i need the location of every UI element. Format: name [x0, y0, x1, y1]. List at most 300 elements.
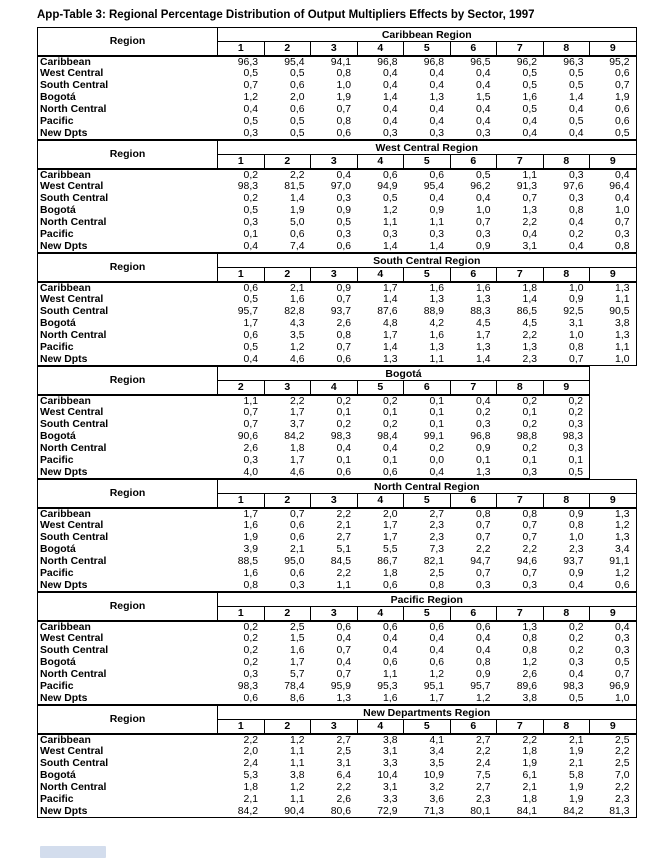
cell-value: 0,4: [569, 240, 584, 252]
cell-value: 0,4: [476, 80, 491, 91]
cell-value: 1,3: [522, 205, 537, 216]
sector-column-header: 3: [311, 155, 358, 169]
cell-value: 0,8: [615, 240, 630, 252]
cell-value: 3,1: [383, 782, 398, 793]
cell-value: 1,3: [476, 342, 491, 353]
cell-value: 0,7: [615, 217, 630, 228]
sector-column-header: 2: [264, 268, 311, 282]
region-title: Bogotá: [218, 367, 590, 381]
cell-value: 0,7: [243, 419, 258, 430]
cell-value: 1,9: [522, 758, 537, 769]
cell-value: 0,4: [522, 116, 537, 127]
cell-value: 0,8: [336, 116, 351, 127]
cell-value: 1,7: [243, 318, 258, 329]
cell-value: 0,4: [383, 104, 398, 115]
region-column-header: Region: [38, 28, 218, 56]
cell-value: 96,8: [470, 431, 491, 442]
sector-column-header: 7: [497, 607, 544, 621]
cell-value: 0,2: [336, 419, 351, 430]
cell-value: 1,6: [243, 520, 258, 531]
cell-value: 1,8: [290, 443, 305, 454]
table-row: [38, 580, 637, 592]
cell-value: 0,4: [615, 193, 630, 204]
cell-value: 0,9: [569, 508, 584, 520]
sector-column-header: 8: [543, 268, 590, 282]
cell-value: 2,5: [615, 758, 630, 769]
cell-value: 0,4: [429, 645, 444, 656]
header-band-row: [38, 593, 637, 607]
cell-value: 5,5: [383, 544, 398, 555]
cell-value: 3,1: [569, 318, 584, 329]
header-band-row: [38, 480, 637, 494]
cell-value: 2,2: [290, 169, 305, 181]
table-row: [38, 306, 637, 318]
cell-value: 0,5: [290, 116, 305, 127]
sector-column-header: 9: [590, 720, 637, 734]
cell-value: 95,4: [423, 181, 444, 192]
row-label: West Central: [40, 407, 104, 418]
cell-value: 0,7: [243, 407, 258, 418]
cell-value: 0,1: [429, 395, 444, 407]
cell-value: 95,7: [470, 681, 491, 692]
cell-value: 0,6: [615, 104, 630, 115]
row-label: South Central: [40, 193, 109, 204]
header-band-row: [38, 141, 637, 155]
cell-value: 0,6: [383, 466, 398, 478]
sector-column-header: 3: [311, 607, 358, 621]
cell-value: 0,8: [476, 657, 491, 668]
sector-column-header: 8: [543, 720, 590, 734]
cell-value: 0,2: [569, 621, 584, 633]
cell-value: 0,7: [476, 568, 491, 579]
cell-value: 2,5: [336, 746, 351, 757]
row-label: Bogotá: [40, 318, 76, 329]
cell-value: 0,3: [522, 466, 537, 478]
cell-value: 0,6: [615, 579, 630, 591]
cell-value: 3,4: [615, 544, 630, 555]
cell-value: 0,6: [383, 169, 398, 181]
cell-value: 0,4: [522, 229, 537, 240]
sector-column-header: 5: [404, 268, 451, 282]
cell-value: 2,3: [429, 520, 444, 531]
sector-column-header: 2: [264, 155, 311, 169]
sector-column-header: 9: [543, 381, 590, 395]
region-subtable: [37, 366, 590, 479]
cell-value: 0,2: [569, 633, 584, 644]
cell-value: 2,6: [522, 669, 537, 680]
table-row: [38, 342, 637, 354]
cell-value: 4,8: [383, 318, 398, 329]
cell-value: 0,1: [336, 407, 351, 418]
row-label: New Dpts: [40, 353, 88, 365]
region-column-header: Region: [38, 593, 218, 621]
table-row: [38, 205, 637, 217]
sector-column-header: 4: [357, 494, 404, 508]
row-label: West Central: [40, 68, 104, 79]
cell-value: 1,9: [569, 746, 584, 757]
cell-value: 0,6: [290, 532, 305, 543]
cell-value: 2,5: [429, 568, 444, 579]
cell-value: 0,3: [383, 127, 398, 139]
cell-value: 0,6: [243, 282, 258, 294]
cell-value: 0,7: [336, 645, 351, 656]
cell-value: 0,3: [243, 669, 258, 680]
cell-value: 0,3: [476, 229, 491, 240]
cell-value: 5,8: [569, 770, 584, 781]
row-label: Caribbean: [40, 169, 91, 181]
cell-value: 1,0: [569, 532, 584, 543]
cell-value: 0,3: [476, 127, 491, 139]
cell-value: 2,1: [569, 734, 584, 746]
cell-value: 81,5: [284, 181, 305, 192]
cell-value: 96,2: [516, 56, 537, 68]
cell-value: 1,4: [569, 92, 584, 103]
sector-column-header: 3: [311, 720, 358, 734]
cell-value: 1,3: [522, 621, 537, 633]
cell-value: 0,7: [336, 342, 351, 353]
sector-column-header: 7: [497, 494, 544, 508]
cell-value: 1,9: [290, 205, 305, 216]
cell-value: 3,8: [615, 318, 630, 329]
sector-column-header: 3: [311, 42, 358, 56]
cell-value: 6,4: [336, 770, 351, 781]
cell-value: 0,4: [243, 240, 258, 252]
row-label: North Central: [40, 669, 107, 680]
cell-value: 0,0: [429, 455, 444, 466]
cell-value: 92,5: [563, 306, 584, 317]
sector-column-header: 7: [450, 381, 497, 395]
row-label: Pacific: [40, 116, 74, 127]
cell-value: 0,8: [522, 508, 537, 520]
cell-value: 1,4: [476, 353, 491, 365]
row-label: Pacific: [40, 229, 74, 240]
cell-value: 7,5: [476, 770, 491, 781]
cell-value: 1,1: [290, 746, 305, 757]
cell-value: 1,4: [383, 92, 398, 103]
row-label: Caribbean: [40, 508, 91, 520]
table-row: [38, 568, 637, 580]
cell-value: 0,9: [476, 669, 491, 680]
cell-value: 0,5: [522, 104, 537, 115]
cell-value: 2,3: [615, 794, 630, 805]
sector-column-header: 5: [404, 607, 451, 621]
header-band-row: [38, 367, 590, 381]
sector-column-header: 9: [590, 155, 637, 169]
row-label: New Dpts: [40, 127, 88, 139]
cell-value: 1,7: [290, 455, 305, 466]
cell-value: 0,5: [568, 466, 583, 478]
sector-column-header: 3: [311, 494, 358, 508]
cell-value: 3,3: [383, 794, 398, 805]
cell-value: 0,4: [429, 633, 444, 644]
cell-value: 90,6: [237, 431, 258, 442]
sector-column-header: 8: [543, 494, 590, 508]
cell-value: 2,1: [336, 520, 351, 531]
cell-value: 0,1: [476, 455, 491, 466]
sector-column-header: 9: [590, 42, 637, 56]
sector-column-header: 6: [450, 42, 497, 56]
cell-value: 0,7: [569, 353, 584, 365]
cell-value: 0,7: [476, 217, 491, 228]
cell-value: 2,0: [290, 92, 305, 103]
sector-column-header: 4: [357, 268, 404, 282]
cell-value: 1,3: [476, 466, 491, 478]
cell-value: 0,6: [336, 466, 351, 478]
cell-value: 2,2: [336, 568, 351, 579]
sector-column-header: 6: [450, 155, 497, 169]
cell-value: 0,5: [336, 217, 351, 228]
cell-value: 84,2: [237, 805, 258, 817]
cell-value: 0,4: [243, 104, 258, 115]
cell-value: 0,4: [476, 395, 491, 407]
sector-column-header: 7: [497, 155, 544, 169]
cell-value: 1,1: [383, 669, 398, 680]
cell-value: 1,2: [476, 692, 491, 704]
cell-value: 0,1: [243, 229, 258, 240]
cell-value: 1,3: [429, 342, 444, 353]
row-label: North Central: [40, 217, 107, 228]
table-row: [38, 169, 637, 181]
sector-column-header: 2: [264, 720, 311, 734]
cell-value: 0,8: [522, 645, 537, 656]
cell-value: 0,4: [383, 633, 398, 644]
row-label: South Central: [40, 80, 109, 91]
cell-value: 1,2: [243, 92, 258, 103]
row-label: North Central: [40, 782, 107, 793]
row-label: Bogotá: [40, 431, 76, 442]
cell-value: 7,0: [615, 770, 630, 781]
cell-value: 80,1: [470, 805, 491, 817]
row-label: Bogotá: [40, 205, 76, 216]
cell-value: 4,5: [476, 318, 491, 329]
region-subtable: [37, 253, 637, 366]
cell-value: 98,3: [237, 181, 258, 192]
cell-value: 0,4: [615, 621, 630, 633]
table-row: [38, 693, 637, 705]
region-column-header: Region: [38, 706, 218, 734]
sector-column-header: 4: [357, 155, 404, 169]
cell-value: 0,6: [476, 621, 491, 633]
row-label: North Central: [40, 556, 107, 567]
cell-value: 2,2: [243, 734, 258, 746]
cell-value: 0,2: [522, 443, 537, 454]
cell-value: 0,2: [243, 169, 258, 181]
cell-value: 1,1: [243, 395, 258, 407]
cell-value: 1,2: [429, 669, 444, 680]
cell-value: 0,5: [522, 80, 537, 91]
table-row: [38, 621, 637, 633]
cell-value: 4,6: [290, 466, 305, 478]
cell-value: 0,8: [476, 508, 491, 520]
cell-value: 1,7: [290, 407, 305, 418]
region-column-header: Region: [38, 367, 218, 395]
cell-value: 0,6: [290, 104, 305, 115]
table-row: [38, 229, 637, 241]
cell-value: 0,3: [336, 193, 351, 204]
cell-value: 1,9: [336, 92, 351, 103]
header-band-row: [38, 254, 637, 268]
cell-value: 2,1: [569, 758, 584, 769]
cell-value: 0,4: [429, 68, 444, 79]
cell-value: 0,2: [383, 419, 398, 430]
cell-value: 0,4: [336, 169, 351, 181]
cell-value: 1,8: [522, 794, 537, 805]
row-label: South Central: [40, 758, 109, 769]
row-label: Caribbean: [40, 621, 91, 633]
cell-value: 2,2: [522, 544, 537, 555]
cell-value: 4,6: [290, 353, 305, 365]
cell-value: 2,5: [615, 734, 630, 746]
cell-value: 0,3: [615, 229, 630, 240]
cell-value: 98,3: [330, 431, 351, 442]
cell-value: 99,1: [423, 431, 444, 442]
cell-value: 0,4: [476, 68, 491, 79]
cell-value: 0,7: [522, 532, 537, 543]
cell-value: 0,4: [383, 116, 398, 127]
sector-column-header: 2: [264, 42, 311, 56]
cell-value: 1,0: [336, 80, 351, 91]
table-row: [38, 407, 590, 419]
cell-value: 96,3: [563, 56, 584, 68]
cell-value: 1,1: [615, 294, 630, 305]
cell-value: 1,2: [522, 657, 537, 668]
cell-value: 1,5: [290, 633, 305, 644]
cell-value: 95,9: [330, 681, 351, 692]
cell-value: 0,7: [476, 532, 491, 543]
table-row: [38, 282, 637, 294]
row-label: West Central: [40, 633, 104, 644]
cell-value: 0,7: [522, 193, 537, 204]
cell-value: 3,1: [336, 758, 351, 769]
cell-value: 2,1: [290, 544, 305, 555]
cell-value: 0,6: [243, 692, 258, 704]
cell-value: 0,4: [476, 116, 491, 127]
cell-value: 1,8: [243, 782, 258, 793]
table-row: [38, 734, 637, 746]
cell-value: 94,1: [330, 56, 351, 68]
cell-value: 90,5: [609, 306, 630, 317]
cell-value: 0,6: [429, 657, 444, 668]
cell-value: 0,3: [383, 229, 398, 240]
sector-column-header: 7: [497, 42, 544, 56]
row-label: New Dpts: [40, 579, 88, 591]
cell-value: 96,4: [609, 181, 630, 192]
cell-value: 0,5: [243, 205, 258, 216]
cell-value: 0,9: [476, 240, 491, 252]
region-title: South Central Region: [218, 254, 637, 268]
cell-value: 0,4: [429, 193, 444, 204]
cell-value: 0,2: [568, 395, 583, 407]
cell-value: 95,4: [284, 56, 305, 68]
cell-value: 10,4: [377, 770, 398, 781]
cell-value: 2,2: [615, 782, 630, 793]
cell-value: 2,0: [383, 508, 398, 520]
sector-column-header: 9: [590, 494, 637, 508]
row-label: Bogotá: [40, 92, 76, 103]
cell-value: 0,4: [429, 116, 444, 127]
row-label: Bogotá: [40, 770, 76, 781]
table-row: [38, 645, 637, 657]
cell-value: 2,6: [243, 443, 258, 454]
cell-value: 96,3: [237, 56, 258, 68]
cell-value: 2,6: [336, 794, 351, 805]
region-title: Pacific Region: [218, 593, 637, 607]
cell-value: 0,5: [243, 342, 258, 353]
table-row: [38, 193, 637, 205]
cell-value: 94,6: [516, 556, 537, 567]
cell-value: 0,3: [569, 193, 584, 204]
cell-value: 0,5: [615, 127, 630, 139]
cell-value: 0,9: [336, 282, 351, 294]
cell-value: 1,7: [383, 520, 398, 531]
cell-value: 1,0: [615, 353, 630, 365]
cell-value: 0,1: [429, 407, 444, 418]
cell-value: 1,4: [383, 342, 398, 353]
table-row: [38, 56, 637, 68]
region-subtable: [37, 592, 637, 705]
row-label: West Central: [40, 294, 104, 305]
cell-value: 1,2: [615, 520, 630, 531]
cell-value: 2,3: [569, 544, 584, 555]
cell-value: 2,2: [615, 746, 630, 757]
cell-value: 0,6: [429, 621, 444, 633]
sector-column-header: 8: [497, 381, 544, 395]
region-column-header: Region: [38, 141, 218, 169]
cell-value: 1,1: [429, 217, 444, 228]
table-row: [38, 80, 637, 92]
cell-value: 2,7: [336, 734, 351, 746]
cell-value: 0,7: [615, 669, 630, 680]
cell-value: 2,4: [243, 758, 258, 769]
table-row: [38, 556, 637, 568]
cell-value: 6,1: [522, 770, 537, 781]
table-row: [38, 633, 637, 645]
cell-value: 1,1: [290, 758, 305, 769]
page-title: App-Table 3: Regional Percentage Distribution of Output Multipliers Effects by Sector, 1997: [37, 9, 535, 21]
sector-column-header: 1: [218, 607, 265, 621]
cell-value: 96,5: [470, 56, 491, 68]
cell-value: 0,2: [336, 395, 351, 407]
cell-value: 1,4: [522, 294, 537, 305]
header-band-row: [38, 28, 637, 42]
cell-value: 0,5: [569, 68, 584, 79]
sector-column-header: 2: [218, 381, 265, 395]
cell-value: 1,2: [383, 205, 398, 216]
cell-value: 2,2: [522, 217, 537, 228]
table-row: [38, 116, 637, 128]
cell-value: 98,3: [237, 681, 258, 692]
sector-column-header: 9: [590, 268, 637, 282]
cell-value: 0,2: [569, 645, 584, 656]
cell-value: 88,3: [470, 306, 491, 317]
region-subtable: [37, 479, 637, 592]
region-title: New Departments Region: [218, 706, 637, 720]
cell-value: 2,2: [522, 330, 537, 341]
cell-value: 0,5: [243, 68, 258, 79]
region-title: West Central Region: [218, 141, 637, 155]
region-subtable: [37, 140, 637, 253]
cell-value: 80,6: [330, 805, 351, 817]
cell-value: 97,0: [330, 181, 351, 192]
sector-column-header: 9: [590, 607, 637, 621]
cell-value: 1,2: [290, 782, 305, 793]
sector-column-header: 5: [404, 155, 451, 169]
table-row: [38, 758, 637, 770]
cell-value: 1,0: [476, 205, 491, 216]
cell-value: 2,0: [243, 746, 258, 757]
table-row: [38, 455, 590, 467]
table-row: [38, 669, 637, 681]
